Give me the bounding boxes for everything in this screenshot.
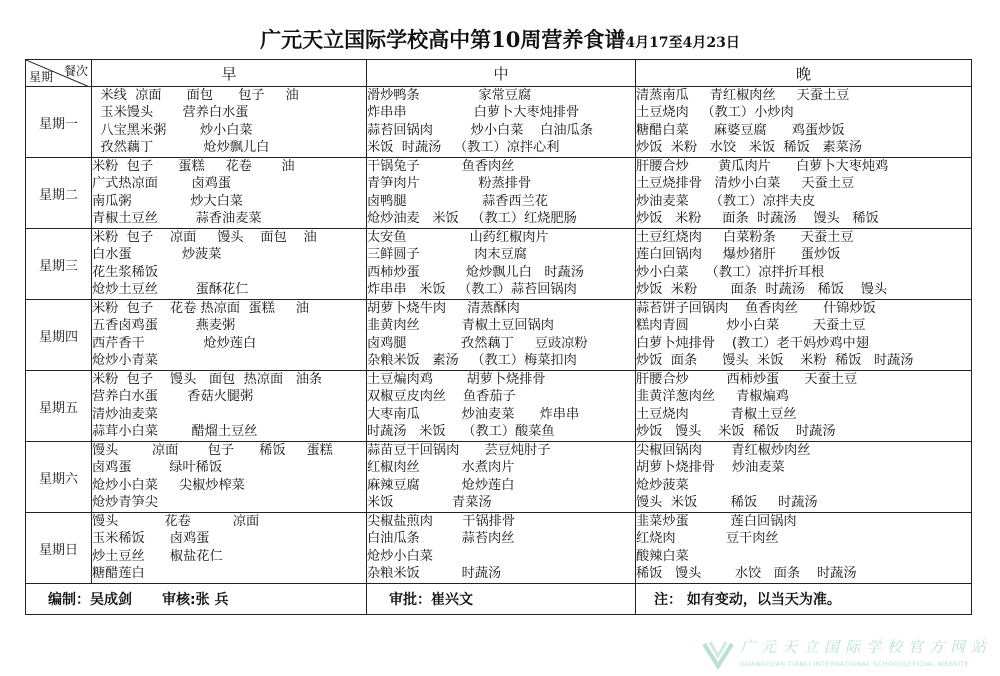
dinner-cell — [636, 300, 972, 371]
lunch-cell — [367, 158, 636, 229]
menu-line: 时蔬汤 米饭 （教工）酸菜鱼 — [367, 424, 555, 440]
menu-line: 米饭 时蔬汤 （教工）凉拌心利 — [367, 140, 560, 156]
menu-line: 土豆煸肉鸡 胡萝卜烧排骨 — [367, 372, 546, 387]
menu-line: 胡萝卜烧排骨 炒油麦菜 — [636, 460, 785, 476]
day-row — [26, 513, 972, 584]
day-label: 星期一 — [26, 87, 92, 158]
lunch-header: 中 — [367, 60, 636, 87]
header-row — [26, 60, 972, 87]
breakfast-cell — [92, 87, 367, 158]
menu-line: 炒饭 面条 馒头 米饭 米粉 稀饭 时蔬汤 — [636, 353, 914, 369]
footer-sign — [26, 584, 367, 615]
day-label: 星期五 — [26, 371, 92, 442]
menu-line: 白萝卜炖排骨 (教工）老干妈炒鸡中翅 — [636, 335, 869, 351]
school-logo-icon — [700, 636, 736, 672]
menu-line: 炒饭 米粉 面条 时蔬汤 稀饭 馒头 — [636, 282, 888, 298]
dinner-cell — [636, 229, 972, 300]
menu-line: 五香卤鸡蛋 燕麦粥 — [92, 318, 236, 334]
lunch-cell — [367, 87, 636, 158]
menu-line: 土豆红烧肉 白菜粉条 天蚕土豆 — [636, 230, 854, 245]
menu-line: 炝炒小青菜 — [92, 353, 158, 369]
breakfast-header: 早 — [92, 60, 367, 87]
page-title — [0, 24, 1000, 54]
menu-line: 土豆烧肉 （教工）小炒肉 — [636, 105, 794, 121]
reviewer-label: 审核:张 兵 — [162, 592, 229, 608]
title-date-range: 4月17至4月23日 — [625, 35, 740, 51]
menu-line: 蒜茸小白菜 醋熘土豆丝 — [92, 424, 258, 440]
lunch-cell — [367, 300, 636, 371]
menu-body — [26, 87, 972, 584]
menu-line: 炝炒油麦 米饭 （教工）红烧肥肠 — [367, 211, 577, 227]
menu-line: 滑炒鸭条 家常豆腐 — [367, 88, 532, 103]
menu-line: 稀饭 馒头 水饺 面条 时蔬汤 — [636, 566, 857, 582]
menu-line: 酸辣白菜 — [636, 548, 689, 564]
menu-line: 清炒油麦菜 — [92, 406, 158, 422]
menu-line: 土豆烧排骨 清炒小白菜 天蚕土豆 — [636, 176, 855, 192]
breakfast-cell — [92, 513, 367, 584]
dinner-cell — [636, 87, 972, 158]
day-label: 星期三 — [26, 229, 92, 300]
menu-line: 米粉 包子 凉面 馒头 面包 油 — [92, 230, 317, 245]
menu-line: 炒饭 馒头 米饭 稀饭 时蔬汤 — [636, 424, 836, 440]
dinner-header: 晚 — [636, 60, 972, 87]
menu-line: 馒头 花卷 凉面 — [92, 514, 260, 529]
menu-line: 干锅兔子 鱼香肉丝 — [367, 159, 515, 174]
menu-line: 糕肉青圆 炒小白菜 天蚕土豆 — [636, 318, 866, 334]
menu-line: 蒜苗豆干回锅肉 芸豆炖肘子 — [367, 443, 551, 458]
day-label: 星期日 — [26, 513, 92, 584]
menu-line: 馒头 凉面 包子 稀饭 蛋糕 — [92, 443, 333, 458]
menu-line: 西芹香干 炝炒莲白 — [92, 335, 257, 351]
menu-line: 炒饭 米粉 水饺 米饭 稀饭 素菜汤 — [636, 140, 862, 156]
menu-line: 孜然藕丁 炝炒飘儿白 — [92, 140, 270, 156]
menu-line: 玉米稀饭 卤鸡蛋 — [92, 531, 210, 547]
menu-line: 糖醋莲白 — [92, 566, 145, 582]
menu-line: 太安鱼 山药红椒肉片 — [367, 230, 549, 245]
breakfast-cell — [92, 158, 367, 229]
menu-line: 炒饭 米粉 面条 时蔬汤 馒头 稀饭 — [636, 211, 879, 227]
menu-line: 土豆烧肉 青椒土豆丝 — [636, 406, 797, 422]
menu-line: 红烧肉 豆干肉丝 — [636, 531, 779, 547]
day-row — [26, 158, 972, 229]
menu-line: 西柿炒蛋 炝炒飘儿白 时蔬汤 — [367, 264, 584, 280]
menu-line: 米粉 包子 蛋糕 花卷 油 — [92, 159, 295, 174]
menu-line: 炝炒青笋尖 — [92, 495, 158, 511]
corner-meal-label: 餐次 — [63, 64, 88, 78]
menu-line: 卤鸡腿 孜然藕丁 豆豉凉粉 — [367, 335, 588, 351]
dinner-cell — [636, 513, 972, 584]
menu-line: 大枣南瓜 炒油麦菜 炸串串 — [367, 406, 580, 422]
lunch-cell — [367, 442, 636, 513]
menu-line: 双椒豆皮肉丝 鱼香茄子 — [367, 389, 516, 405]
menu-line: 馒头 米饭 稀饭 时蔬汤 — [636, 495, 818, 511]
menu-line: 韭黄肉丝 青椒土豆回锅肉 — [367, 318, 554, 334]
day-row — [26, 300, 972, 371]
menu-line: 三鲜圆子 肉末豆腐 — [367, 247, 527, 263]
menu-line: 南瓜粥 炒大白菜 — [92, 193, 243, 209]
menu-line: 青椒土豆丝 蒜香油麦菜 — [92, 211, 262, 227]
day-row — [26, 371, 972, 442]
dinner-cell — [636, 158, 972, 229]
lunch-cell — [367, 513, 636, 584]
dinner-cell — [636, 442, 972, 513]
day-row — [26, 229, 972, 300]
menu-line: 肝腰合炒 黄瓜肉片 白萝卜大枣炖鸡 — [636, 159, 889, 174]
menu-line: 白油瓜条 蒜苔肉丝 — [367, 531, 515, 547]
menu-line: 尖椒回锅肉 青红椒炒肉丝 — [636, 443, 811, 458]
menu-line: 胡萝卜烧牛肉 清蒸酥肉 — [367, 301, 520, 316]
footer-approver: 审批：崔兴文 — [367, 584, 636, 615]
menu-line: 炒小白菜 （教工）凉拌折耳根 — [636, 264, 825, 280]
breakfast-cell — [92, 229, 367, 300]
menu-line: 营养白水蛋 香菇火腿粥 — [92, 389, 254, 405]
breakfast-cell — [92, 300, 367, 371]
menu-line: 炸串串 米饭 （教工）蒜苔回锅肉 — [367, 282, 577, 298]
dinner-cell — [636, 371, 972, 442]
title-main: 广元天立国际学校高中第10周营养食谱 — [260, 27, 626, 52]
menu-line: 杂粮米饭 素汤 （教工）梅菜扣肉 — [367, 353, 577, 369]
menu-line: 八宝黑米粥 炒小白菜 — [92, 122, 253, 138]
menu-line: 白水蛋 炒菠菜 — [92, 247, 222, 263]
breakfast-cell — [92, 371, 367, 442]
menu-line: 炝炒菠菜 — [636, 477, 689, 493]
menu-line: 青笋肉片 粉蒸排骨 — [367, 176, 532, 192]
menu-line: 肝腰合炒 西柿炒蛋 天蚕土豆 — [636, 372, 858, 387]
menu-line: 蒜苔回锅肉 炒小白菜 白油瓜条 — [367, 122, 593, 138]
footer-note: 注： 如有变动，以当天为准。 — [636, 584, 972, 615]
menu-line: 韭黄洋葱肉丝 青椒煸鸡 — [636, 389, 789, 405]
menu-line: 韭菜炒蛋 莲白回锅肉 — [636, 514, 797, 529]
menu-line: 炒土豆丝 椒盐花仁 — [92, 548, 223, 564]
menu-line: 炝炒土豆丝 蛋酥花仁 — [92, 282, 249, 298]
menu-line: 糖醋白菜 麻婆豆腐 鸡蛋炒饭 — [636, 122, 845, 138]
menu-line: 蒜苔饼子回锅肉 鱼香肉丝 什锦炒饭 — [636, 301, 876, 316]
day-label: 星期四 — [26, 300, 92, 371]
corner-week-label: 星期 — [29, 70, 54, 84]
lunch-cell — [367, 371, 636, 442]
menu-line: 米粉 包子 花卷 热凉面 蛋糕 油 — [92, 301, 309, 316]
menu-line: 玉米馒头 营养白水蛋 — [92, 105, 249, 121]
menu-line: 卤鸡蛋 绿叶稀饭 — [92, 460, 223, 476]
menu-line: 炸串串 白萝卜大枣炖排骨 — [367, 105, 580, 121]
lunch-cell — [367, 229, 636, 300]
menu-line: 广式热凉面 卤鸡蛋 — [92, 176, 232, 192]
day-row — [26, 442, 972, 513]
menu-line: 卤鸭腿 蒜香西兰花 — [367, 193, 548, 209]
menu-line: 麻辣豆腐 炝炒莲白 — [367, 477, 515, 493]
watermark-en-text: GUANGYUAN TIANLI INTERNATIONAL SCHOOLOFFICIAL WEBSITE — [740, 660, 970, 668]
day-label: 星期六 — [26, 442, 92, 513]
school-watermark — [700, 632, 995, 676]
menu-line: 莲白回锅肉 爆炒猪肝 蛋炒饭 — [636, 247, 841, 263]
editor-label: 编制：吴成剑 — [48, 592, 132, 608]
menu-line: 炝炒小白菜 — [367, 548, 433, 564]
menu-line: 杂粮米饭 时蔬汤 — [367, 566, 502, 582]
menu-line: 红椒肉丝 水煮肉片 — [367, 460, 515, 476]
menu-table — [25, 59, 972, 615]
watermark-cn-text: 广元天立国际学校官方网站 — [740, 638, 993, 656]
day-row — [26, 87, 972, 158]
footer-row — [26, 584, 972, 615]
menu-line: 花生浆稀饭 — [92, 264, 158, 280]
menu-line: 炝炒小白菜 尖椒炒榨菜 — [92, 477, 245, 493]
menu-line: 米线 凉面 面包 包子 油 — [92, 88, 299, 103]
menu-line: 炒油麦菜 （教工）凉拌夫皮 — [636, 193, 816, 209]
menu-line: 尖椒盐煎肉 干锅排骨 — [367, 514, 516, 529]
menu-line: 清蒸南瓜 青红椒肉丝 天蚕土豆 — [636, 88, 850, 103]
menu-line: 米饭 青菜汤 — [367, 495, 492, 511]
day-label: 星期二 — [26, 158, 92, 229]
menu-line: 米粉 包子 馒头 面包 热凉面 油条 — [92, 372, 323, 387]
breakfast-cell — [92, 442, 367, 513]
corner-header — [26, 60, 92, 87]
